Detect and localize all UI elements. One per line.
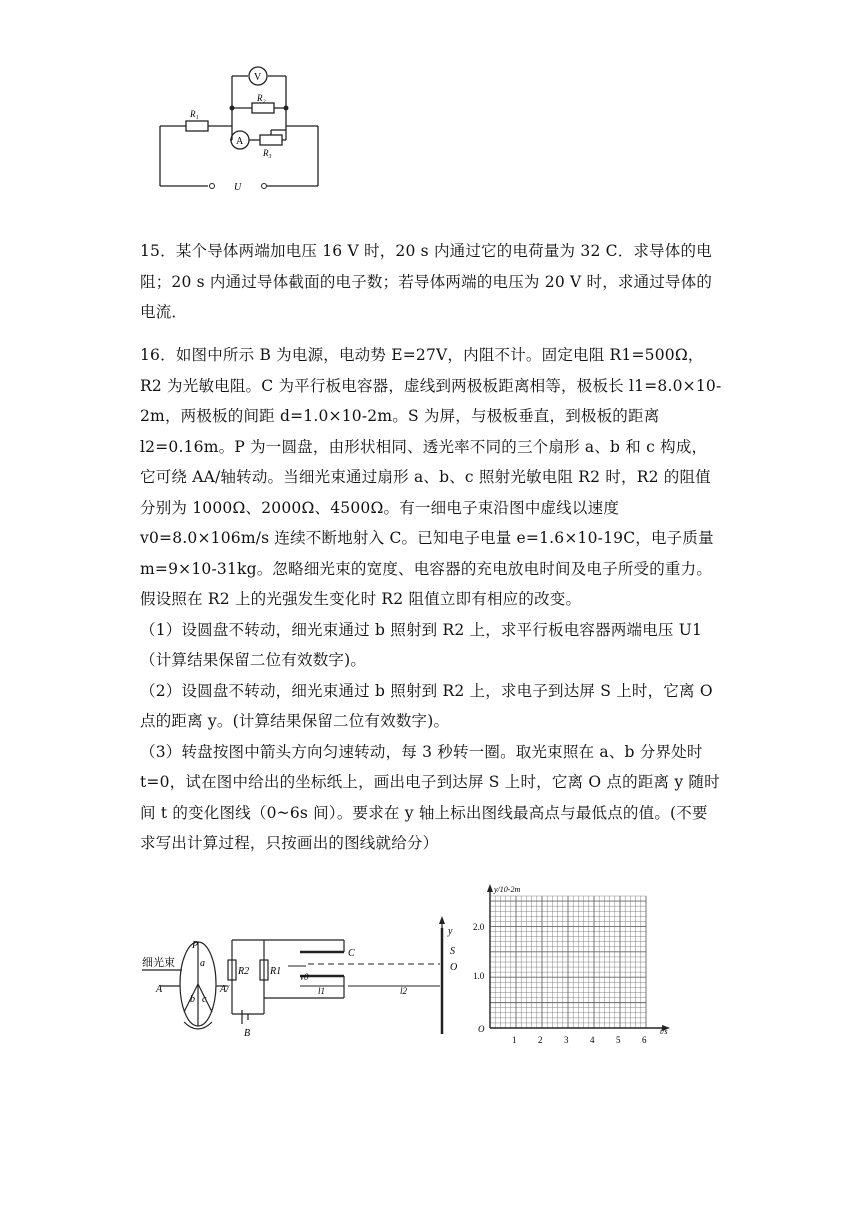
b-label: B xyxy=(244,1028,251,1039)
r2-apparatus-label: R2 xyxy=(238,966,250,977)
graph-paper xyxy=(470,880,690,1050)
question-16-part-1: （1）设圆盘不转动，细光束通过 b 照射到 R2 上，求平行板电容器两端电压 U1（计算结果保留二位有效数字)。 xyxy=(140,620,703,669)
origin-label: O xyxy=(478,1024,485,1034)
sector-b-label: b xyxy=(190,994,195,1005)
x-tick-6: 6 xyxy=(642,1035,647,1045)
c-label: C xyxy=(348,948,355,959)
a-prime-label: A/ xyxy=(220,984,229,995)
circuit-figure-1 xyxy=(150,60,340,200)
question-16-part-3: （3）转盘按图中箭头方向匀速转动，每 3 秒转一圈。取光束照在 a、b 分界处时 t=0，试在图中给出的坐标纸上，画出电子到达屏 S 上时，它离 O 点的距离 y 随时间 t 的变化图线（0~6s 间）。要求在 y 轴上标出图线最高点与最低点的值。(不要求写出计算过程，只按画出的图线就给分） xyxy=(140,742,720,852)
question-15-text: 15．某个导体两端加电压 16 V 时，20 s 内通过它的电荷量为 32 C．求导体的电阻；20 s 内通过导体截面的电子数；若导体两端的电压为 20 V 时，求通过导体的电流． xyxy=(140,242,713,321)
r1-apparatus-label: R1 xyxy=(270,966,282,977)
y-tick-1: 1.0 xyxy=(473,971,485,981)
question-16-part-2: （2）设圆盘不转动，细光束通过 b 照射到 R2 上，求电子到达屏 S 上时，它离 O 点的距离 y。(计算结果保留二位有效数字)。 xyxy=(140,681,713,730)
question-15 xyxy=(140,236,722,328)
l1-label: l1 xyxy=(318,986,326,996)
source-label: U xyxy=(234,182,242,193)
sector-a-label: a xyxy=(200,958,205,969)
x-tick-3: 3 xyxy=(564,1035,569,1045)
x-axis-unit-label: t/s xyxy=(660,1027,668,1036)
apparatus-figure xyxy=(140,914,470,1044)
sector-c-label: c xyxy=(202,994,207,1005)
grid-lines xyxy=(490,896,646,1028)
x-tick-4: 4 xyxy=(590,1035,595,1045)
v0-label: v0 xyxy=(300,972,309,982)
r3-label: R₃ xyxy=(263,148,272,158)
a-label: A xyxy=(156,984,163,995)
y-axis-unit-label: y/10-2m xyxy=(494,885,521,894)
beam-label: 细光束 xyxy=(142,957,175,969)
x-tick-1: 1 xyxy=(512,1035,517,1045)
r2-label: R₂ xyxy=(257,93,266,103)
y-label: y xyxy=(448,926,453,937)
question-16 xyxy=(140,340,722,859)
x-tick-5: 5 xyxy=(616,1035,621,1045)
y-tick-2: 2.0 xyxy=(473,922,485,932)
question-16-intro: 16．如图中所示 B 为电源，电动势 E=27V，内阻不计。固定电阻 R1=500Ω，R2 为光敏电阻。C 为平行板电容器，虚线到两极板距离相等，极板长 l1=8.0×10-2m，两极板的间距 d=1.0×10-2m。S 为屏，与极板垂直，到极板的距离 l2=0.16m。P 为一圆盘，由形状相同、透光率不同的三个扇形 a、b 和 c 构成，它可绕 AA/轴转动。当细光束通过扇形 a、b、c 照射光敏电阻 R2 时，R2 的阻值分别为 1000Ω、2000Ω、4500Ω。有一细电子束沿图中虚线以速度 v0=8.0×106m/s 连续不断地射入 C。已知电子电量 e=1.6×10-19C，电子质量 m=9×10-31kg。忽略细光束的宽度、电容器的充电放电时间及电子所受的重力。假设照在 R2 上的光强发生变化时 R2 阻值立即有相应的改变。 xyxy=(140,346,722,608)
r1-label: R₁ xyxy=(190,109,199,119)
x-tick-2: 2 xyxy=(538,1035,543,1045)
l2-label: l2 xyxy=(400,986,408,996)
ammeter-label: A xyxy=(236,136,244,147)
p-label: P xyxy=(192,940,199,951)
voltmeter-label: V xyxy=(254,72,262,83)
o-label: O xyxy=(450,962,458,973)
s-label: S xyxy=(450,946,455,957)
